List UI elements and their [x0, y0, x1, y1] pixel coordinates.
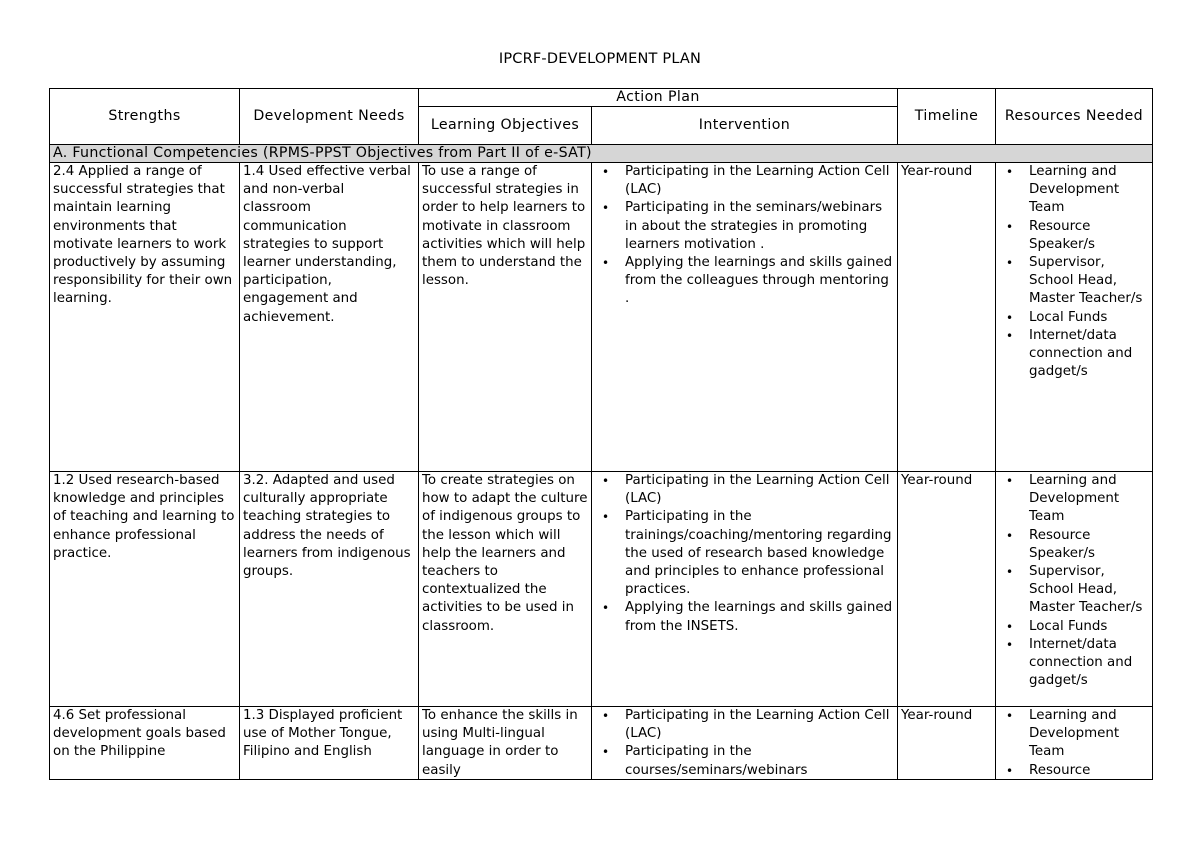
learning-objective-cell: To use a range of successful strategies in order to help learners to motivate in classroom activities which will help them to understand the lesson.: [419, 163, 592, 472]
header-development-needs: Development Needs: [240, 89, 419, 145]
table-row: [50, 163, 1153, 472]
timeline-cell: Year-round: [898, 163, 996, 472]
header-action-plan: Action Plan: [419, 89, 898, 107]
resources-cell: [996, 707, 1153, 780]
development-need-cell: 3.2. Adapted and used culturally appropriate teaching strategies to address the needs of learners from indigenous groups.: [240, 472, 419, 707]
intervention-item: • Participating in the Learning Action Cell (LAC): [625, 163, 894, 199]
timeline-cell: Year-round: [898, 707, 996, 780]
development-need-cell: 1.4 Used effective verbal and non-verbal classroom communication strategies to support learner understanding, participation, engagement and achievement.: [240, 163, 419, 472]
development-need-cell: [240, 707, 419, 780]
resource-item: • Resource Speaker/s: [1029, 527, 1149, 563]
development-plan-table: [49, 88, 1153, 780]
resource-item: • Local Funds: [1029, 309, 1149, 327]
header-intervention: Intervention: [592, 107, 898, 145]
resource-item: • Supervisor, School Head, Master Teacher/s: [1029, 563, 1149, 618]
strength-cell: 1.2 Used research-based knowledge and principles of teaching and learning to enhance professional practice.: [50, 472, 240, 707]
resource-item: • Resource Speaker/s: [1029, 218, 1149, 254]
document-title: IPCRF-DEVELOPMENT PLAN: [498, 51, 702, 67]
resource-item: • Learning and Development Team: [1029, 163, 1149, 218]
intervention-item: • Participating in the seminars/webinars in about the strategies in promoting learners motivation .: [625, 199, 894, 254]
resources-cell: [996, 163, 1153, 472]
intervention-item: • Participating in the courses/seminars/webinars: [625, 743, 894, 779]
learning-objective-cell: To create strategies on how to adapt the culture of indigenous groups to the lesson which will help the learners and teachers to contextualized the activities to be used in classroom.: [419, 472, 592, 707]
intervention-cell: [592, 707, 898, 780]
section-label: A. Functional Competencies (RPMS-PPST Objectives from Part II of e-SAT): [50, 145, 1153, 163]
resource-item: • Learning and Development Team: [1029, 707, 1149, 762]
header-row: [50, 89, 1153, 107]
intervention-item: • Participating in the Learning Action Cell (LAC): [625, 707, 894, 743]
resource-item: • Internet/data connection and gadget/s: [1029, 327, 1149, 382]
resource-item: • Resource: [1029, 762, 1149, 779]
intervention-cell: [592, 472, 898, 707]
strength-text: 4.6 Set professional development goals based on the Philippine: [53, 708, 226, 760]
resource-item: • Local Funds: [1029, 618, 1149, 636]
development-need-text: 1.3 Displayed proficient use of Mother Tongue, Filipino and English: [243, 708, 403, 760]
strength-cell: [50, 707, 240, 780]
table-row: [50, 707, 1153, 780]
header-strengths: Strengths: [50, 89, 240, 145]
resource-item: • Learning and Development Team: [1029, 472, 1149, 527]
table-row: [50, 472, 1153, 707]
resources-cell: [996, 472, 1153, 707]
header-timeline: Timeline: [898, 89, 996, 145]
intervention-item: • Participating in the Learning Action Cell (LAC): [625, 472, 894, 508]
section-row: [50, 145, 1153, 163]
learning-objective-cell: [419, 707, 592, 780]
header-learning-objectives: Learning Objectives: [419, 107, 592, 145]
intervention-item: • Applying the learnings and skills gained from the INSETS.: [625, 599, 894, 635]
intervention-item: • Participating in the trainings/coaching/mentoring regarding the used of research based knowledge and principles to enhance professional practices.: [625, 508, 894, 599]
resource-item: • Internet/data connection and gadget/s: [1029, 636, 1149, 691]
resource-item: • Supervisor, School Head, Master Teacher/s: [1029, 254, 1149, 309]
header-resources-needed: Resources Needed: [996, 89, 1153, 145]
learning-objective-text: To enhance the skills in using Multi-lingual language in order to easily: [422, 708, 578, 778]
timeline-cell: Year-round: [898, 472, 996, 707]
strength-cell: 2.4 Applied a range of successful strategies that maintain learning environments that motivate learners to work productively by assuming responsibility for their own learning.: [50, 163, 240, 472]
intervention-cell: [592, 163, 898, 472]
intervention-item: • Applying the learnings and skills gained from the colleagues through mentoring .: [625, 254, 894, 309]
